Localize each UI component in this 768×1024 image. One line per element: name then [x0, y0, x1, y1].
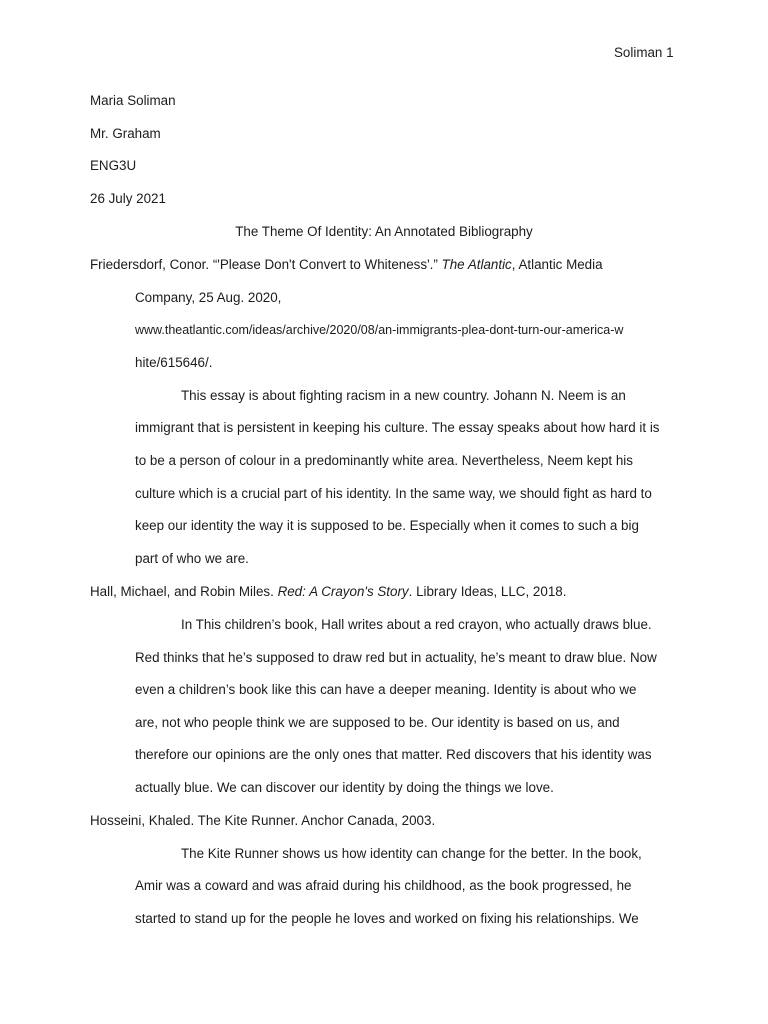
student-name: Maria Soliman [90, 93, 176, 108]
annotation-line: therefore our opinions are the only ones that matter. Red discovers that his identity was [135, 747, 652, 762]
citation-article-title: “'Please Don't Convert to Whiteness'.” [212, 257, 442, 272]
document-title: The Theme Of Identity: An Annotated Bibliography [235, 224, 533, 239]
citation-hosseini: Hosseini, Khaled. The Kite Runner. Anchor Canada, 2003. [90, 813, 436, 828]
citation-friedersdorf [90, 257, 603, 273]
annotation-line: culture which is a crucial part of his identity. In the same way, we should fight as hard to [135, 486, 652, 501]
annotation-line: keep our identity the way it is supposed to be. Especially when it comes to such a big [135, 518, 639, 533]
citation-publication: The Atlantic [441, 257, 512, 272]
annotation-line: In This children’s book, Hall writes about a red crayon, who actually draws blue. [181, 617, 652, 632]
annotation-line: This essay is about fighting racism in a new country. Johann N. Neem is an [181, 388, 626, 403]
teacher-name: Mr. Graham [90, 126, 161, 141]
citation-book-title: Red: A Crayon's Story [277, 584, 409, 599]
annotation-line: The Kite Runner shows us how identity can change for the better. In the book, [181, 846, 642, 861]
citation-hall [90, 584, 566, 600]
citation-publisher: , Atlantic Media [511, 257, 603, 272]
course-code: ENG3U [90, 158, 137, 173]
citation-author: Friedersdorf, Conor. [90, 257, 213, 272]
citation-author: Hall, Michael, and Robin Miles. [90, 584, 278, 599]
citation-url: hite/615646/. [135, 355, 213, 370]
annotation-line: immigrant that is persistent in keeping his culture. The essay speaks about how hard it is [135, 420, 660, 435]
date: 26 July 2021 [90, 191, 166, 206]
annotation-line: are, not who people think we are supposed to be. Our identity is based on us, and [135, 715, 620, 730]
citation-line: Company, 25 Aug. 2020, [135, 290, 282, 305]
annotation-line: Amir was a coward and was afraid during his childhood, as the book progressed, he [135, 878, 632, 893]
annotation-line: to be a person of colour in a predominantly white area. Nevertheless, Neem kept his [135, 453, 633, 468]
annotation-line: even a children’s book like this can have a deeper meaning. Identity is about who we [135, 682, 637, 697]
page-header: Soliman 1 [614, 45, 674, 60]
citation-publisher: . Library Ideas, LLC, 2018. [408, 584, 567, 599]
citation-url: www.theatlantic.com/ideas/archive/2020/08/an-immigrants-plea-dont-turn-our-america-w [135, 323, 624, 337]
annotation-line: Red thinks that he’s supposed to draw red but in actuality, he’s meant to draw blue. Now [135, 650, 657, 665]
annotation-line: started to stand up for the people he loves and worked on fixing his relationships. We [135, 911, 639, 926]
annotation-line: part of who we are. [135, 551, 249, 566]
annotation-line: actually blue. We can discover our identity by doing the things we love. [135, 780, 554, 795]
